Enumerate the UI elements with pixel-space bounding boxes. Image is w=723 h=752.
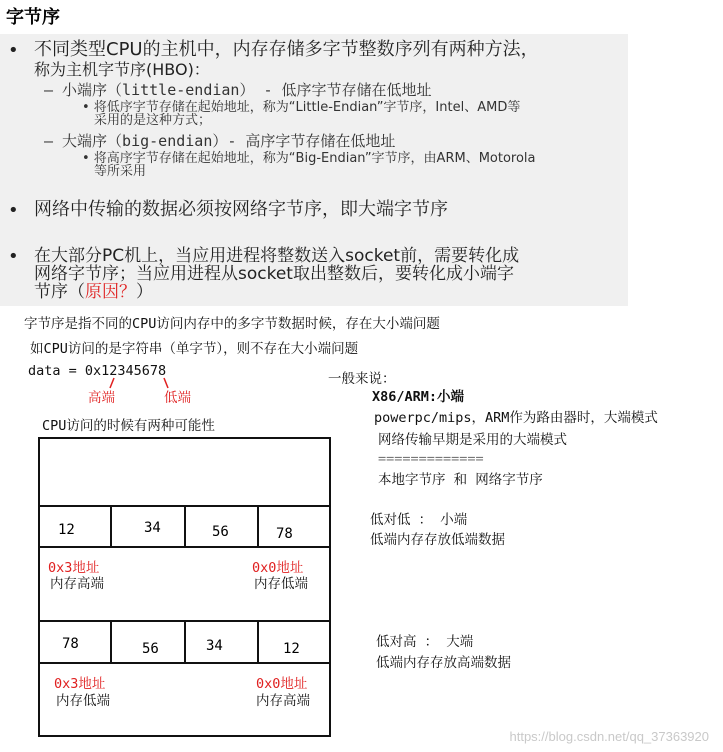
- row1-byte-0: 12: [58, 522, 75, 538]
- row2-left-address: 0x3地址: [54, 676, 106, 692]
- ppc-line: powerpc/mips，ARM作为路由器时，大端模式: [374, 410, 658, 426]
- bullet-dot: •: [8, 40, 19, 61]
- x86-line: X86/ARM:小端: [372, 389, 465, 405]
- row2-byte-2: 34: [206, 638, 223, 654]
- divider: [110, 620, 112, 664]
- low-to-low: 低对低 ： 小端: [370, 512, 468, 528]
- bullet-3-line-3c: ）: [136, 282, 153, 302]
- divider: [257, 505, 259, 548]
- bullet-3-line-2: 网络字节序；当应用进程从socket取出整数后，要转化成小端字: [34, 264, 514, 284]
- row2-left-memory: 内存低端: [56, 693, 110, 709]
- bullet-3-line-1: 在大部分PC机上，当应用进程将整数送入socket前，需要转化成: [34, 246, 520, 266]
- low-end-label: 低端: [164, 390, 191, 406]
- low-to-high-desc: 低端内存存放高端数据: [376, 655, 511, 671]
- row2-byte-1: 56: [142, 641, 159, 657]
- row2-byte-3: 12: [283, 641, 300, 657]
- bullet-1-line-2: 称为主机字节序(HBO)：: [34, 60, 210, 79]
- low-to-high: 低对高 ： 大端: [376, 634, 474, 650]
- general-label: 一般来说：: [328, 371, 396, 387]
- little-endian-desc-1: • 将低序字节存储在起始地址，称为“Little-Endian”字节序，Intel、AMD等: [82, 100, 521, 115]
- slide-panel: [0, 34, 628, 306]
- row1-byte-3: 78: [276, 526, 293, 542]
- cpu-access-title: CPU访问的时候有两种可能性: [42, 418, 215, 434]
- row2-right-address: 0x0地址: [256, 676, 308, 692]
- little-endian-title: – 小端序（little-endian） - 低序字节存储在低地址: [44, 81, 432, 99]
- row2-byte-0: 78: [62, 636, 79, 652]
- divider: [110, 505, 112, 548]
- note-line-1: 字节序是指不同的CPU访问内存中的多字节数据时候，存在大小端问题: [24, 316, 440, 332]
- big-endian-desc-1: • 将高序字节存储在起始地址，称为“Big-Endian”字节序，由ARM、Motorola: [82, 151, 536, 166]
- low-to-low-desc: 低端内存存放低端数据: [370, 532, 505, 548]
- local-vs-network: 本地字节序 和 网络字节序: [378, 472, 543, 488]
- big-endian-title: – 大端序（big-endian）- 高序字节存储在低地址: [44, 132, 396, 150]
- row1-right-address: 0x0地址: [252, 560, 304, 576]
- divider: [184, 620, 186, 664]
- separator: =============: [378, 451, 484, 467]
- big-endian-desc-2: 等所采用: [94, 164, 147, 179]
- bullet-2: 网络中传输的数据必须按网络字节序，即大端字节序: [34, 199, 448, 220]
- divider: [184, 505, 186, 548]
- reason-question: 原因？: [85, 282, 136, 302]
- row1-right-memory: 内存低端: [254, 576, 308, 592]
- row1-byte-2: 56: [212, 524, 229, 540]
- network-line: 网络传输早期是采用的大端模式: [378, 432, 567, 448]
- slide-title: 字节序: [6, 7, 60, 28]
- row2-right-memory: 内存高端: [256, 693, 310, 709]
- bullet-3-line-3: [34, 282, 153, 302]
- high-end-label: 高端: [88, 390, 115, 406]
- bullet-dot: •: [8, 246, 19, 267]
- note-line-2: 如CPU访问的是字符串（单字节），则不存在大小端问题: [30, 341, 359, 357]
- row1-byte-1: 34: [144, 520, 161, 536]
- bullet-dot: •: [8, 200, 19, 221]
- data-value: data = 0x12345678: [28, 363, 167, 379]
- bullet-1-line-1: 不同类型CPU的主机中，内存存储多字节整数序列有两种方法，: [34, 39, 539, 60]
- row1-left-address: 0x3地址: [48, 560, 100, 576]
- divider: [257, 620, 259, 664]
- little-endian-desc-2: 采用的是这种方式；: [94, 113, 212, 128]
- watermark: https://blog.csdn.net/qq_37363920: [509, 729, 709, 744]
- bullet-3-line-3a: 节序（: [34, 282, 85, 302]
- row1-left-memory: 内存高端: [50, 576, 104, 592]
